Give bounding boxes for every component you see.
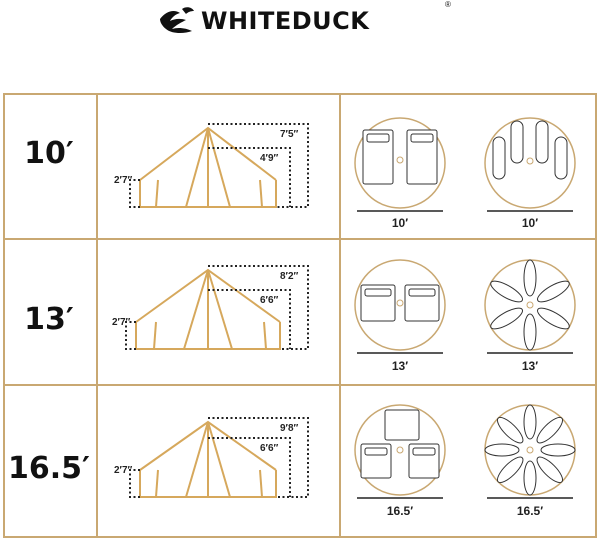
header — [0, 0, 600, 40]
tent-diagram-16-5 — [100, 400, 330, 510]
duck-logo-icon — [156, 5, 200, 35]
dim-wall-height: 2′7″ — [114, 175, 133, 186]
layout-beds — [355, 405, 445, 518]
double-bed-icon — [361, 410, 439, 478]
dim-center-height: 6′6″ — [260, 443, 279, 454]
sleeping-bag-icon — [485, 405, 575, 495]
brand-name: WHITEDUCK — [201, 7, 370, 35]
layout-beds — [355, 118, 445, 230]
grid-divider — [5, 384, 595, 386]
registered-mark: ® — [445, 0, 451, 9]
layouts-16-5 — [345, 398, 590, 528]
layout-sleeping-bags — [485, 118, 575, 230]
diameter-label: 16.5′ — [386, 504, 414, 518]
diameter-label: 16.5′ — [516, 504, 544, 518]
diameter-label: 10′ — [521, 216, 539, 230]
layouts-13 — [345, 250, 590, 380]
sleeping-bag-icon — [488, 260, 572, 350]
double-bed-icon — [361, 285, 439, 321]
sleeping-bag-icon — [493, 121, 567, 179]
tent-diagram-13 — [100, 252, 330, 362]
dim-wall-height: 2′7″ — [114, 465, 133, 476]
dim-total-height: 9′8″ — [280, 423, 299, 434]
grid-divider — [96, 95, 98, 536]
layout-sleeping-bags — [485, 405, 575, 518]
bell-tent-icon — [136, 270, 280, 349]
size-label-10: 10′ — [24, 136, 74, 171]
diameter-label: 13′ — [521, 359, 539, 373]
layout-sleeping-bags — [485, 260, 575, 373]
tent-diagram-10 — [100, 110, 330, 220]
dim-wall-height: 2′7″ — [112, 317, 131, 328]
grid-divider — [5, 238, 595, 240]
dim-center-height: 6′6″ — [260, 295, 279, 306]
size-label-13: 13′ — [24, 302, 74, 337]
diameter-label: 10′ — [391, 216, 409, 230]
layouts-10 — [345, 105, 590, 235]
diameter-label: 13′ — [391, 359, 409, 373]
bell-tent-icon — [140, 422, 276, 497]
dim-total-height: 7′5″ — [280, 129, 299, 140]
layout-beds — [355, 260, 445, 373]
grid-divider — [339, 95, 341, 536]
bell-tent-icon — [140, 128, 276, 207]
dim-center-height: 4′9″ — [260, 153, 279, 164]
dim-total-height: 8′2″ — [280, 271, 299, 282]
size-label-16-5: 16.5′ — [8, 451, 90, 486]
